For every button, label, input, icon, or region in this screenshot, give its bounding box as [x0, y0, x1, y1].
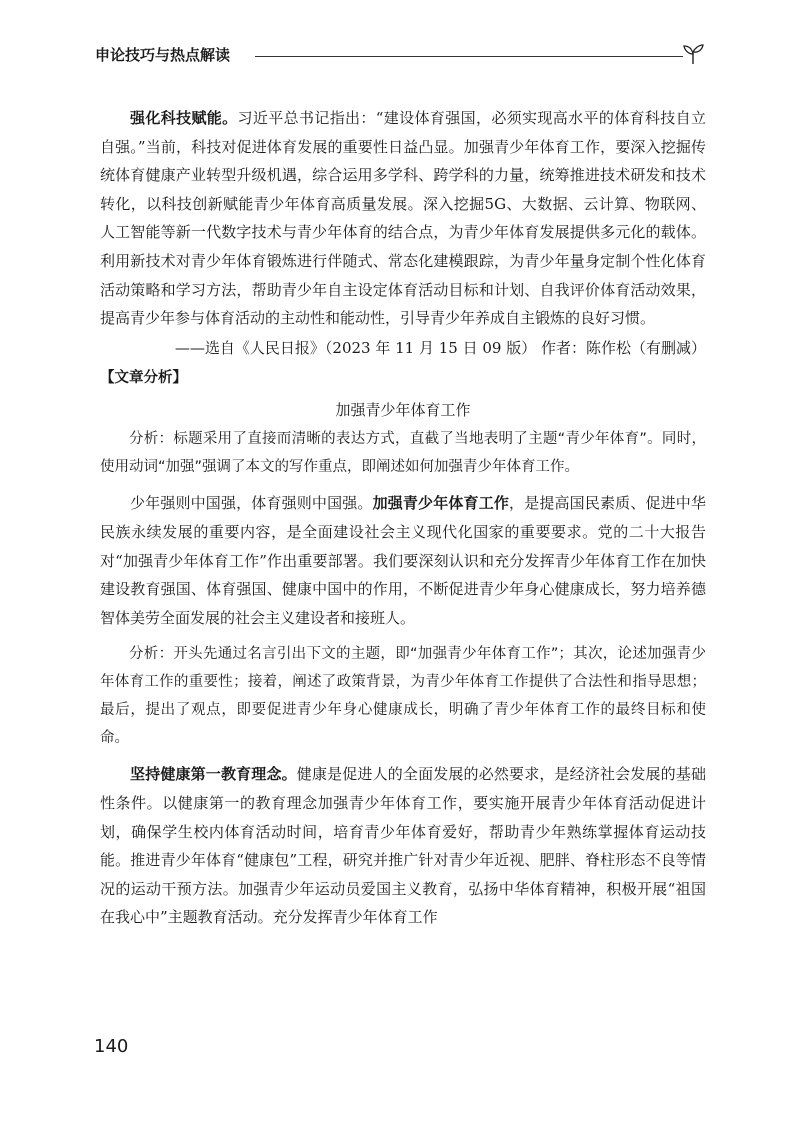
paragraph-lead-bold: 强化科技赋能。: [130, 109, 238, 127]
source-citation: ——选自《人民日报》（2023 年 11 月 15 日 09 版） 作者：陈作松（有删减）: [174, 338, 706, 357]
paragraph-inline-bold: 加强青少年体育工作: [372, 494, 510, 513]
paragraph-text: ，是提高国民素质、促进中华民族永续发展的重要内容，是全面建设社会主义现代化国家的重要要求。党的二十大报告对“加强青少年体育工作”作出重要部署。我们要深刻认识和充分发挥青少年体育工作在加快建设教育强国、体育强国、健康中国中的作用，不断促进青少年身心健康成长，努力培养德智体美劳全面发展的社会主义建设者和接班人。: [100, 494, 706, 627]
paragraph-lead-bold: 坚持健康第一教育理念。: [130, 765, 297, 784]
running-header: [95, 42, 705, 66]
article-title: 加强青少年体育工作: [335, 401, 471, 420]
paragraph-text: 少年强则中国强，体育强则中国强。: [130, 494, 373, 513]
section-label: 【文章分析】: [100, 370, 187, 387]
paragraph-tech-empowerment: [100, 104, 706, 333]
paragraph-text: 健康是促进人的全面发展的必然要求，是经济社会发展的基础性条件。以健康第一的教育理念加强青少年体育工作，要实施开展青少年体育活动促进计划，确保学生校内体育活动时间，培育青少年体育爱好，帮助青少年熟练掌握体育运动技能。推进青少年体育“健康包”工程，研究并推广针对青少年近视、肥胖、脊柱形态不良等情况的运动干预方法。加强青少年运动员爱国主义教育，弘扬中华体育精神，积极开展“祖国在我心中”主题教育活动。充分发挥青少年体育工作: [100, 765, 706, 927]
paragraph-health-first: [100, 760, 706, 932]
page-number: 140: [94, 1036, 129, 1057]
paragraph-text: 习近平总书记指出：“建设体育强国，必须实现高水平的体育科技自立自强。”当前，科技对促进体育发展的重要性日益凸显。加强青少年体育工作，要深入挖掘传统体育健康产业转型升级机遇，综合运用多学科、跨学科的力量，统筹推进技术研发和技术转化，以科技创新赋能青少年体育高质量发展。深入挖掘5G、大数据、云计算、物联网、人工智能等新一代数字技术与青少年体育的结合点，为青少年体育发展提供多元化的载体。利用新技术对青少年体育锻炼进行伴随式、常态化建模跟踪，为青少年量身定制个性化体育活动策略和学习方法，帮助青少年自主设定体育活动目标和计划、自我评价体育活动效果，提高青少年参与体育活动的主动性和能动性，引导青少年养成自主锻炼的良好习惯。: [100, 109, 706, 328]
analysis-intro: 分析：开头先通过名言引出下文的主题，即“加强青少年体育工作”；其次，论述加强青少年体育工作的重要性；接着，阐述了政策背景，为青少年体育工作提供了合法性和指导思想；最后，提出了观点，即要促进青少年身心健康成长，明确了青少年体育工作的最终目标和使命。: [100, 646, 706, 747]
paragraph-intro: [100, 489, 706, 632]
analysis-title: 分析：标题采用了直接而清晰的表达方式，直截了当地表明了主题“青少年体育”。同时，使用动词“加强”强调了本文的写作重点，即阐述如何加强青少年体育工作。: [100, 431, 706, 476]
book-title: 申论技巧与热点解读: [95, 46, 231, 64]
page-content: [100, 104, 706, 932]
sprout-icon: [681, 42, 705, 66]
header-rule: [255, 56, 683, 57]
